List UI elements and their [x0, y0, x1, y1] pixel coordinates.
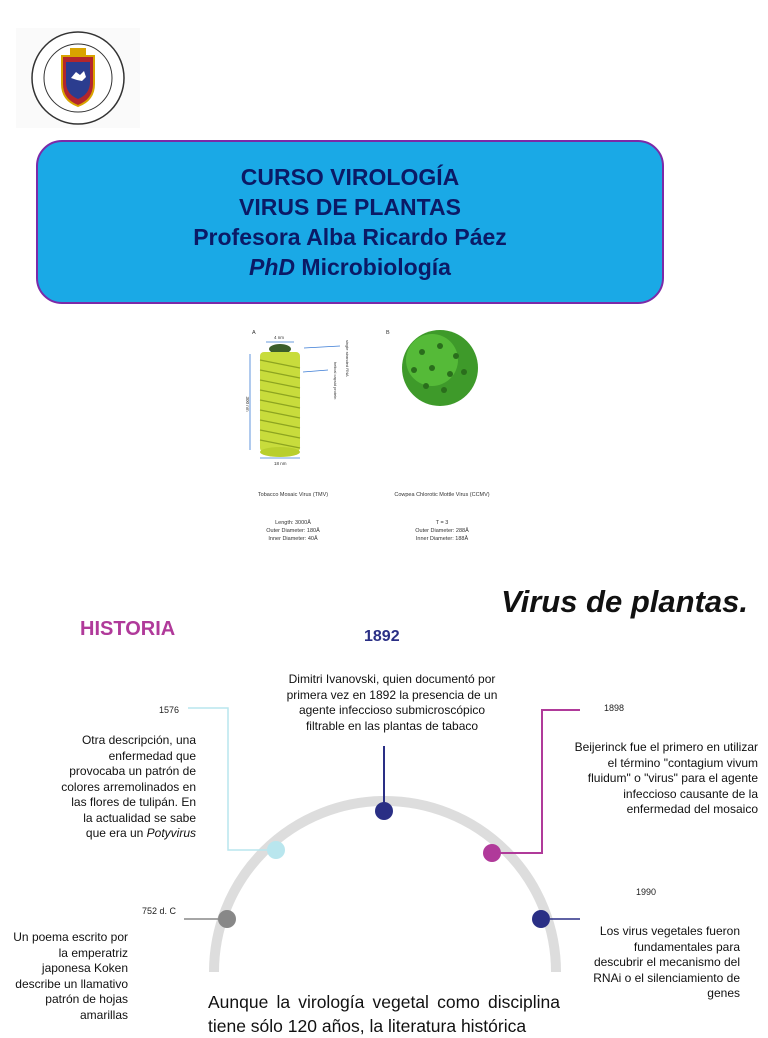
ccmv-t: T = 3	[435, 520, 449, 526]
event-1576-italic: Potyvirus	[146, 826, 196, 840]
year-752: 752 d. C	[142, 906, 177, 916]
event-1898-text: Beijerinck fue el primero en utilizar el término "contagium vivum fluidum" o "virus" para el agente infeccioso causante de la enfermedad del mosaico	[574, 740, 758, 816]
tmv-name: Tobacco Mosaic Virus (TMV)	[257, 492, 329, 498]
tmv-inner: Inner Diameter: 40Å	[268, 536, 318, 542]
degree-field: Microbiología	[295, 254, 451, 280]
ccmv-name: Cowpea Chlorotic Mottle Virus (CCMV)	[394, 492, 490, 498]
connector-1576	[188, 708, 274, 850]
event-752-text: Un poema escrito por la emperatriz japonesa Koken describe un llamativo patrón de hojas amarillas	[13, 930, 128, 1022]
tmv-length: Length: 3000Å	[275, 520, 311, 526]
dot-1990	[532, 910, 550, 928]
tmv-width-dim: 18 nm	[274, 461, 287, 466]
event-1576-text	[60, 733, 196, 842]
timeline-arc	[214, 801, 556, 972]
dot-1898	[483, 844, 501, 862]
dot-1576	[267, 841, 285, 859]
rna-label: single stranded RNA	[345, 340, 350, 377]
protein-label: helical capsid protein	[333, 362, 338, 400]
connector-1898	[500, 710, 580, 853]
professor-name: Profesora Alba Ricardo Páez	[193, 224, 507, 250]
year-1576: 1576	[159, 705, 180, 715]
year-1898: 1898	[604, 703, 625, 713]
course-title: CURSO VIROLOGÍA	[240, 164, 460, 190]
intro-paragraph: Aunque la virología vegetal como disciplina tiene sólo 120 años, la literatura histórica	[208, 992, 560, 1036]
event-1576-body: Otra descripción, una enfermedad que provocaba un patrón de colores arremolinados en las flores de tulipán. En la actualidad se sabe que era un	[61, 733, 196, 840]
dot-1892	[375, 802, 393, 820]
dot-752	[218, 910, 236, 928]
ccmv-outer: Outer Diameter: 288Å	[415, 528, 469, 534]
section-title: Virus de plantas.	[501, 584, 748, 619]
tmv-outer: Outer Diameter: 180Å	[266, 528, 320, 534]
tmv-height-dim: 300 nm	[245, 396, 250, 412]
panel-a-label: A	[252, 330, 256, 336]
degree-phd: PhD	[249, 254, 296, 280]
event-1892-text: Dimitri Ivanovski, quien documentó por primera vez en 1892 la presencia de un agente infeccioso submicroscópico filtrable en las plantas de tabaco	[286, 672, 498, 733]
tmv-top-dim: 4 nm	[274, 335, 285, 340]
event-1990-text: Los virus vegetales fueron fundamentales para descubrir el mecanismo del RNAi o el silenciamiento de genes	[593, 924, 740, 1000]
historia-heading: HISTORIA	[80, 618, 176, 640]
ccmv-inner: Inner Diameter: 188Å	[415, 536, 469, 542]
panel-b-label: B	[386, 330, 390, 336]
course-subtitle: VIRUS DE PLANTAS	[239, 194, 461, 220]
year-1892: 1892	[364, 628, 400, 645]
year-1990: 1990	[636, 887, 657, 897]
